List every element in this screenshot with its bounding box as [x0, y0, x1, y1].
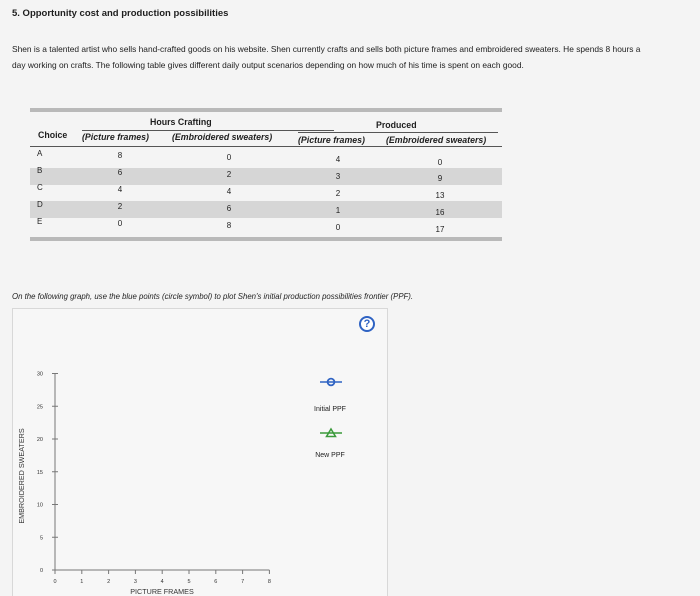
- x-tick-label: 2: [107, 579, 111, 585]
- x-tick-label: 3: [133, 579, 137, 585]
- row-e-hours-frames: 0: [117, 219, 123, 228]
- row-c-hours-frames: 4: [117, 185, 123, 194]
- legend-label-new-ppf: New PPF: [315, 452, 345, 459]
- ppf-graph[interactable]: [12, 360, 392, 596]
- table-top-rule: [30, 108, 502, 112]
- y-tick-label: 0: [39, 568, 43, 574]
- row-c-produced-sweaters: 13: [435, 191, 445, 200]
- row-e-produced-frames: 0: [335, 223, 341, 232]
- y-tick-label: 20: [36, 437, 43, 443]
- row-b-choice: B: [37, 166, 43, 175]
- graph-instruction: On the following graph, use the blue points (circle symbol) to plot Shen's initial production possibilities frontier (PPF).: [12, 292, 414, 301]
- x-axis-title: PICTURE FRAMES: [130, 587, 194, 596]
- y-tick-label: 30: [36, 371, 43, 378]
- row-d-hours-sweaters: 6: [226, 204, 232, 213]
- x-tick-label: 7: [241, 579, 245, 585]
- row-b-produced-frames: 3: [335, 172, 341, 181]
- row-c-hours-sweaters: 4: [226, 187, 232, 196]
- x-tick-label: 1: [80, 579, 84, 585]
- row-a-produced-frames: 4: [335, 155, 341, 164]
- y-tick-label: 25: [36, 404, 43, 411]
- row-d-produced-sweaters: 16: [435, 208, 445, 217]
- row-b-hours-sweaters: 2: [226, 170, 232, 179]
- y-tick-label: 15: [36, 469, 43, 476]
- row-a-hours-frames: 8: [117, 151, 123, 160]
- row-c-choice: C: [37, 183, 43, 192]
- x-tick-label: 0: [53, 579, 57, 585]
- row-b-hours-frames: 6: [117, 168, 123, 177]
- header-hours-crafting: Hours Crafting: [150, 117, 212, 127]
- x-tick-label: 8: [267, 579, 271, 585]
- row-e-hours-sweaters: 8: [226, 221, 232, 230]
- row-a-produced-sweaters: 0: [437, 158, 443, 167]
- row-d-hours-frames: 2: [117, 202, 123, 211]
- question-title: 5. Opportunity cost and production possibilities: [12, 8, 229, 19]
- hours-underline: [82, 130, 334, 131]
- row-d-produced-frames: 1: [335, 206, 341, 215]
- row-e-choice: E: [37, 217, 43, 226]
- row-a-hours-sweaters: 0: [226, 153, 232, 162]
- row-c-produced-frames: 2: [335, 189, 341, 198]
- header-produced-frames: (Picture frames): [298, 135, 365, 145]
- output-table: [30, 108, 502, 242]
- header-choice: Choice: [38, 130, 68, 140]
- row-b-produced-sweaters: 9: [437, 174, 443, 183]
- header-produced: Produced: [376, 120, 417, 130]
- produced-underline: [298, 132, 498, 133]
- legend-label-initial-ppf: Initial PPF: [314, 406, 346, 413]
- row-e-produced-sweaters: 17: [435, 225, 445, 234]
- header-hours-frames: (Picture frames): [82, 132, 149, 142]
- y-axis-title: EMBROIDERED SWEATERS: [17, 428, 26, 524]
- intro-paragraph: Shen is a talented artist who sells hand-crafted goods on his website. Shen currently crafts and sells both picture frames and embroidered sweaters. He spends 8 hours a day working on crafts. The following table gives different daily output scenarios depending on how much of his time is spent on each good.: [12, 44, 641, 70]
- row-a-choice: A: [37, 149, 43, 158]
- help-button[interactable]: ?: [359, 316, 375, 332]
- x-tick-label: 4: [160, 579, 164, 585]
- y-tick-label: 10: [36, 502, 43, 509]
- x-tick-label: 5: [187, 579, 191, 585]
- header-hours-sweaters: (Embroidered sweaters): [172, 132, 273, 142]
- y-tick-label: 5: [39, 535, 43, 542]
- table-bottom-rule: [30, 237, 502, 241]
- row-d-choice: D: [37, 200, 43, 209]
- graph-axes: [17, 372, 271, 596]
- header-underline: [30, 146, 502, 147]
- header-produced-sweaters: (Embroidered sweaters): [386, 135, 487, 145]
- x-tick-label: 6: [214, 579, 218, 585]
